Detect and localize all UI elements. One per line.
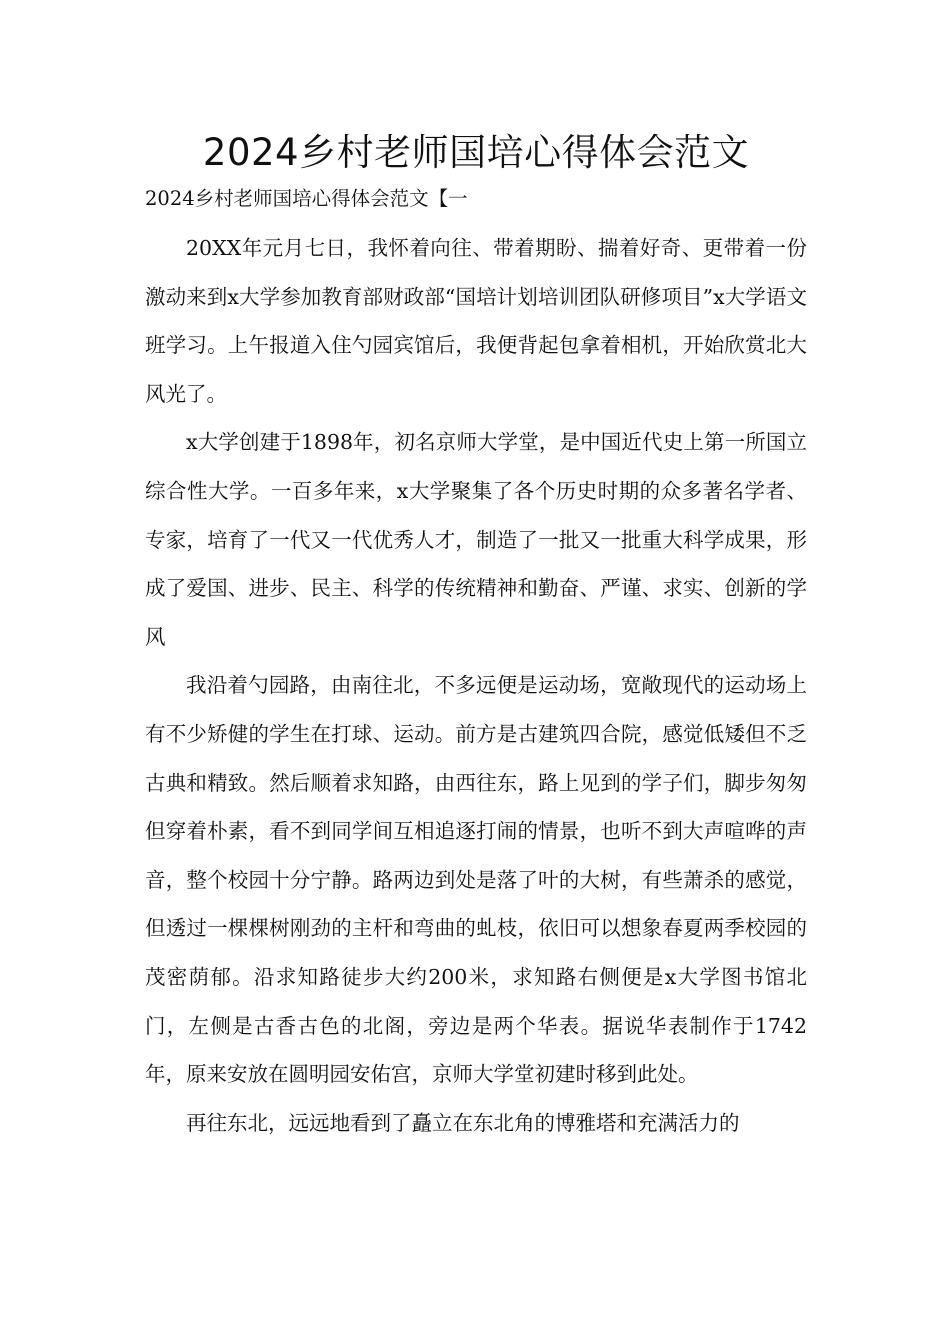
paragraph-4: 再往东北，远远地看到了矗立在东北角的博雅塔和充满活力的 xyxy=(186,1110,740,1135)
document-subtitle: 2024乡村老师国培心得体会范文【一 xyxy=(145,187,468,210)
paragraph-1: 20XX年元月七日，我怀着向往、带着期盼、揣着好奇、更带着一份激动来到x大学参加教育部财政部“国培计划培训团队研修项目”x大学语文班学习。上午报道入住勺园宾馆后，我便背起包拿着相机，开始欣赏北大风光了。 xyxy=(145,236,807,406)
document-title: 2024乡村老师国培心得体会范文 xyxy=(202,131,750,174)
document-page xyxy=(145,128,807,1147)
paragraph-3: 我沿着勺园路，由南往北，不多远便是运动场，宽敞现代的运动场上有不少矫健的学生在打球、运动。前方是古建筑四合院，感觉低矮但不乏古典和精致。然后顺着求知路，由西往东，路上见到的学子们，脚步匆匆但穿着朴素，看不到同学间互相追逐打闹的情景，也听不到大声喧哗的声音，整个校园十分宁静。路两边到处是落了叶的大树，有些萧杀的感觉，但透过一棵棵树刚劲的主杆和弯曲的虬枝，依旧可以想象春夏两季校园的茂密荫郁。沿求知路徒步大约200米，求知路右侧便是x大学图书馆北门，左侧是古香古色的北阁，旁边是两个华表。据说华表制作于1742年，原来安放在圆明园安佑宫，京师大学堂初建时移到此处。 xyxy=(145,673,807,1087)
paragraph-2: x大学创建于1898年，初名京师大学堂，是中国近代史上第一所国立综合性大学。一百多年来，x大学聚集了各个历史时期的众多著名学者、专家，培育了一代又一代优秀人才，制造了一批又一批重大科学成果，形成了爱国、进步、民主、科学的传统精神和勤奋、严谨、求实、创新的学风 xyxy=(145,430,807,649)
